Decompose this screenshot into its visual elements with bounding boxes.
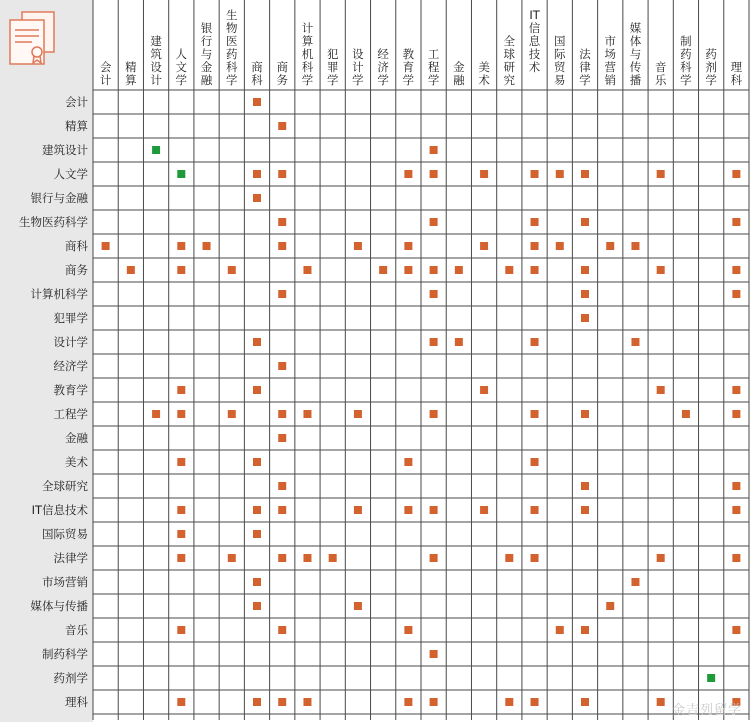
- cell-mark-orange: [329, 554, 337, 562]
- cell-mark-orange: [631, 338, 639, 346]
- cell-mark-orange: [253, 386, 261, 394]
- cell-mark-orange: [177, 530, 185, 538]
- cell-mark-orange: [657, 386, 665, 394]
- cell-mark-orange: [354, 602, 362, 610]
- column-header: 工程学: [427, 47, 440, 87]
- column-header: 理科: [730, 60, 743, 87]
- row-label: 商务: [65, 263, 88, 277]
- cell-mark-orange: [253, 506, 261, 514]
- cell-mark-orange: [581, 482, 589, 490]
- row-label: 理科: [65, 695, 88, 709]
- cell-mark-orange: [404, 626, 412, 634]
- cell-mark-green: [152, 146, 160, 154]
- row-label: 犯罪学: [53, 311, 88, 325]
- cell-mark-orange: [430, 338, 438, 346]
- cell-mark-orange: [480, 506, 488, 514]
- cell-mark-orange: [278, 554, 286, 562]
- row-label: 药剂学: [53, 671, 88, 685]
- cell-mark-orange: [404, 266, 412, 274]
- cell-mark-orange: [581, 698, 589, 706]
- cell-mark-orange: [278, 362, 286, 370]
- column-header: 计算机科学: [301, 21, 314, 87]
- cell-mark-orange: [278, 170, 286, 178]
- column-header: 市场营销: [604, 34, 616, 87]
- cell-mark-orange: [177, 626, 185, 634]
- cell-mark-orange: [732, 410, 740, 418]
- cell-mark-orange: [430, 554, 438, 562]
- column-header: 药剂学: [705, 47, 717, 87]
- cell-mark-orange: [581, 410, 589, 418]
- cell-mark-orange: [278, 218, 286, 226]
- row-label: 法律学: [53, 551, 88, 565]
- row-label: 精算: [65, 119, 88, 133]
- cell-mark-orange: [732, 626, 740, 634]
- cell-mark-orange: [177, 698, 185, 706]
- cell-mark-orange: [732, 506, 740, 514]
- cell-mark-orange: [581, 218, 589, 226]
- cell-mark-orange: [732, 266, 740, 274]
- cell-mark-orange: [278, 482, 286, 490]
- cell-mark-orange: [379, 266, 387, 274]
- cell-mark-orange: [732, 290, 740, 298]
- column-header: 媒体与传播: [629, 21, 642, 87]
- cell-mark-orange: [531, 458, 539, 466]
- cell-mark-orange: [606, 242, 614, 250]
- cell-mark-orange: [253, 602, 261, 610]
- cell-mark-orange: [278, 434, 286, 442]
- cell-mark-orange: [354, 410, 362, 418]
- row-label: 音乐: [65, 623, 88, 637]
- cell-mark-orange: [152, 410, 160, 418]
- cell-mark-orange: [581, 170, 589, 178]
- row-label: 全球研究: [42, 479, 88, 493]
- column-header: 人文学: [175, 47, 188, 87]
- column-header: 国际贸易: [554, 34, 566, 87]
- cell-mark-orange: [455, 266, 463, 274]
- row-label: 人文学: [53, 167, 88, 181]
- column-header: 精算: [125, 60, 137, 87]
- cell-mark-green: [707, 674, 715, 682]
- cell-mark-orange: [455, 338, 463, 346]
- cell-mark-orange: [430, 506, 438, 514]
- cell-mark-orange: [278, 506, 286, 514]
- cell-mark-orange: [278, 410, 286, 418]
- cell-mark-orange: [480, 242, 488, 250]
- cell-mark-orange: [732, 170, 740, 178]
- cell-mark-orange: [253, 698, 261, 706]
- cell-mark-green: [177, 170, 185, 178]
- cell-mark-orange: [278, 626, 286, 634]
- row-label: 银行与金融: [30, 191, 88, 205]
- cell-mark-orange: [253, 530, 261, 538]
- column-header: 商科: [251, 60, 263, 87]
- column-header: 建筑设计: [150, 34, 162, 87]
- cell-mark-orange: [253, 578, 261, 586]
- cell-mark-orange: [228, 410, 236, 418]
- cell-mark-orange: [732, 554, 740, 562]
- cell-mark-orange: [404, 170, 412, 178]
- column-header: 银行与金融: [200, 21, 213, 87]
- cell-mark-orange: [430, 170, 438, 178]
- cell-mark-orange: [531, 554, 539, 562]
- row-label: 媒体与传播: [30, 599, 88, 613]
- cell-mark-orange: [556, 626, 564, 634]
- column-header: 教育学: [402, 47, 415, 87]
- cell-mark-orange: [177, 242, 185, 250]
- cell-mark-orange: [480, 170, 488, 178]
- cell-mark-orange: [505, 266, 513, 274]
- column-header: 经济学: [377, 47, 389, 87]
- cell-mark-orange: [531, 242, 539, 250]
- cell-mark-orange: [732, 386, 740, 394]
- cell-mark-orange: [177, 506, 185, 514]
- cell-mark-orange: [732, 482, 740, 490]
- cell-mark-orange: [253, 98, 261, 106]
- cell-mark-orange: [177, 458, 185, 466]
- cell-mark-orange: [480, 386, 488, 394]
- cell-mark-orange: [203, 242, 211, 250]
- cell-mark-orange: [253, 194, 261, 202]
- cell-mark-orange: [657, 698, 665, 706]
- cell-mark-orange: [531, 266, 539, 274]
- row-label: 国际贸易: [42, 527, 88, 541]
- cell-mark-orange: [404, 458, 412, 466]
- watermark: 金吉列留学: [671, 703, 742, 718]
- row-label: 计算机科学: [30, 287, 88, 301]
- cell-mark-orange: [404, 242, 412, 250]
- cell-mark-orange: [278, 122, 286, 130]
- column-header: 会计: [99, 60, 112, 87]
- cell-mark-orange: [657, 554, 665, 562]
- column-header: 法律学: [579, 47, 591, 87]
- cell-mark-orange: [430, 698, 438, 706]
- cell-mark-orange: [430, 266, 438, 274]
- column-header: 生物医药科学: [226, 8, 238, 87]
- cell-mark-orange: [303, 554, 311, 562]
- cell-mark-orange: [732, 218, 740, 226]
- cell-mark-orange: [102, 242, 110, 250]
- cell-mark-orange: [228, 554, 236, 562]
- column-header: 制药科学: [680, 34, 692, 87]
- row-label: 设计学: [53, 335, 88, 349]
- cell-mark-orange: [505, 698, 513, 706]
- cell-mark-orange: [228, 266, 236, 274]
- cell-mark-orange: [404, 506, 412, 514]
- cell-mark-orange: [278, 242, 286, 250]
- cell-mark-orange: [278, 698, 286, 706]
- cell-mark-orange: [581, 626, 589, 634]
- cell-mark-orange: [278, 290, 286, 298]
- row-label: 会计: [65, 95, 88, 109]
- cell-mark-orange: [253, 458, 261, 466]
- cell-mark-orange: [430, 650, 438, 658]
- column-header: 商务: [276, 60, 288, 87]
- cell-mark-orange: [354, 506, 362, 514]
- row-label: 建筑设计: [42, 143, 88, 157]
- column-header: 全球研究: [503, 34, 516, 87]
- cell-mark-orange: [177, 410, 185, 418]
- column-header: 美术: [478, 60, 490, 87]
- cell-mark-orange: [404, 698, 412, 706]
- row-label: 制药科学: [42, 647, 88, 661]
- cell-mark-orange: [531, 218, 539, 226]
- cell-mark-orange: [303, 266, 311, 274]
- column-header: 金融: [453, 60, 465, 87]
- cell-mark-orange: [556, 242, 564, 250]
- cell-mark-orange: [531, 506, 539, 514]
- cell-mark-orange: [253, 338, 261, 346]
- column-header: IT信息技术: [528, 8, 541, 74]
- column-header: 设计学: [352, 47, 364, 87]
- cell-mark-orange: [531, 338, 539, 346]
- row-label: 经济学: [53, 359, 88, 373]
- row-label: 教育学: [53, 383, 88, 397]
- row-label: 金融: [65, 431, 88, 445]
- cell-mark-orange: [606, 602, 614, 610]
- row-label: 工程学: [53, 407, 88, 421]
- cell-mark-orange: [430, 410, 438, 418]
- cell-mark-orange: [556, 170, 564, 178]
- cell-mark-orange: [303, 410, 311, 418]
- cell-mark-orange: [581, 266, 589, 274]
- cell-mark-orange: [531, 410, 539, 418]
- cell-mark-orange: [657, 266, 665, 274]
- cell-mark-orange: [657, 170, 665, 178]
- cell-mark-orange: [631, 578, 639, 586]
- row-label: 美术: [65, 455, 88, 469]
- cell-mark-orange: [177, 266, 185, 274]
- cell-mark-orange: [430, 146, 438, 154]
- cell-mark-orange: [177, 554, 185, 562]
- cell-mark-orange: [581, 290, 589, 298]
- column-header: 犯罪学: [326, 47, 339, 87]
- cell-mark-orange: [682, 410, 690, 418]
- cell-mark-orange: [177, 386, 185, 394]
- cell-mark-orange: [430, 290, 438, 298]
- row-label: 生物医药科学: [19, 215, 88, 229]
- cell-mark-orange: [354, 242, 362, 250]
- cell-mark-orange: [631, 242, 639, 250]
- cell-mark-orange: [253, 170, 261, 178]
- cell-mark-orange: [303, 698, 311, 706]
- cell-mark-orange: [531, 170, 539, 178]
- cell-mark-orange: [581, 506, 589, 514]
- column-header: 音乐: [654, 60, 667, 87]
- cell-mark-orange: [505, 554, 513, 562]
- row-label: 市场营销: [42, 575, 88, 589]
- cell-mark-orange: [581, 314, 589, 322]
- cell-mark-orange: [430, 218, 438, 226]
- row-label: IT信息技术: [31, 503, 88, 517]
- cell-mark-orange: [127, 266, 135, 274]
- row-label: 商科: [65, 239, 88, 253]
- cell-mark-orange: [531, 698, 539, 706]
